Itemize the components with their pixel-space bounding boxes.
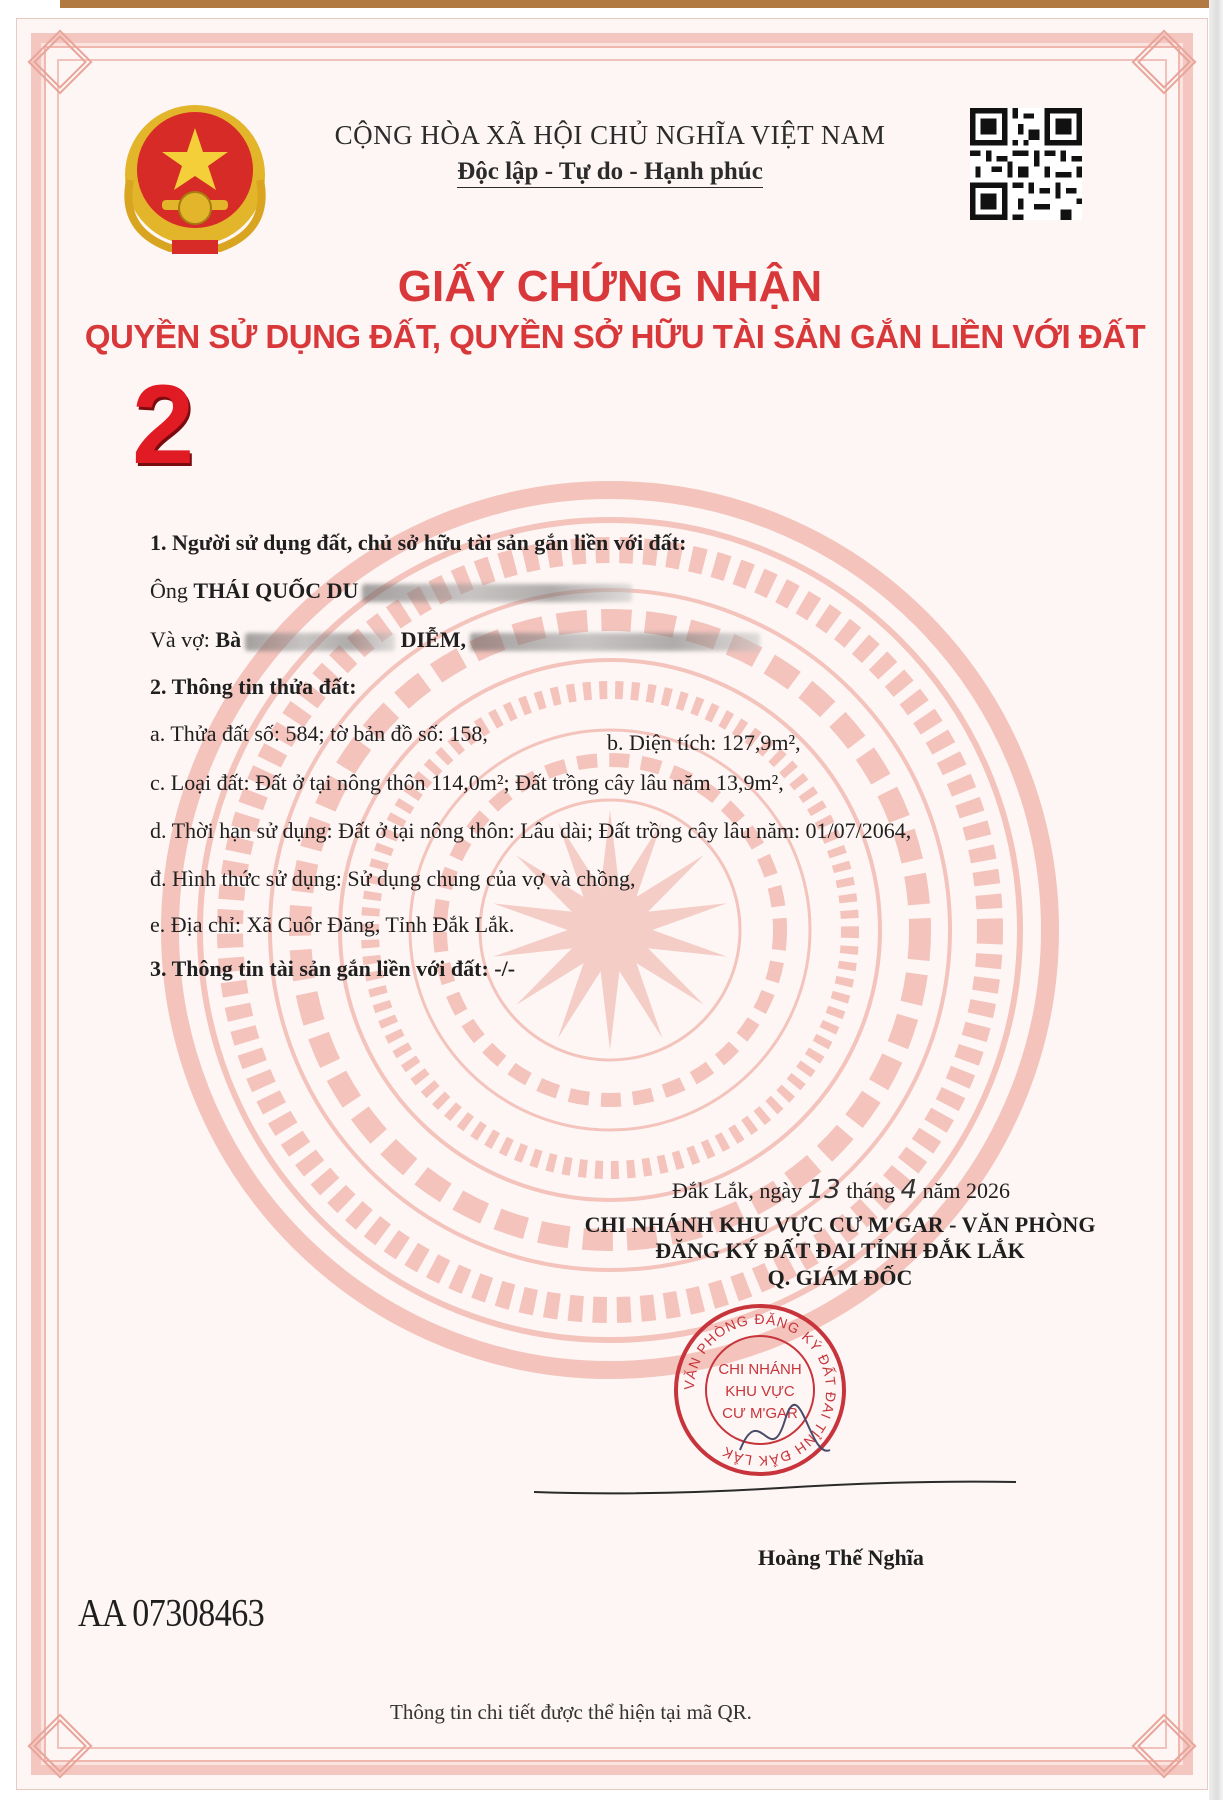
redaction-blur [245,633,395,651]
issuing-org-line1: CHI NHÁNH KHU VỰC CƯ M'GAR - VĂN PHÒNG [584,1212,1096,1237]
signature-underline [530,1470,1020,1500]
qr-code-icon [970,108,1082,220]
date-place: Đắk Lắk, ngày [672,1178,803,1203]
national-emblem-icon [110,100,280,260]
motto-text: Độc lập - Tự do - Hạnh phúc [457,158,763,188]
section2-heading: 2. Thông tin thửa đất: [150,674,357,699]
date-month: 4 [900,1175,918,1205]
section3-heading: 3. Thông tin tài sản gắn liền với đất: -/- [150,956,516,981]
seal-center-line1: CHI NHÁNH [718,1361,802,1378]
spouse-line [150,627,760,653]
seal-ring-text: VĂN PHÒNG ĐĂNG KÝ ĐẤT ĐAI TỈNH ĐẮK LẮK [680,1310,840,1470]
redaction-blur [470,633,760,651]
land-type: c. Loại đất: Đất ở tại nông thôn 114,0m²; Đất trồng cây lâu năm 13,9m², [150,770,784,795]
signer-name: Hoàng Thế Nghĩa [758,1545,924,1570]
owner-line [150,578,632,604]
owner-name: THÁI QUỐC DU [193,578,359,603]
paper-edge-top [60,0,1223,8]
issuing-org-line2: ĐĂNG KÝ ĐẤT ĐAI TỈNH ĐẮK LẮK [655,1238,1025,1263]
date-month-label: tháng [846,1178,896,1203]
section1-heading: 1. Người sử dụng đất, chủ sở hữu tài sản gắn liền với đất: [150,530,687,555]
parcel-address: e. Địa chỉ: Xã Cuôr Đăng, Tỉnh Đắk Lắk. [150,912,515,937]
spouse-label: Bà [215,627,242,652]
national-motto [290,158,930,186]
redaction-blur [362,584,632,602]
seal-center-line2: KHU VỰC [725,1383,795,1400]
official-seal-icon [670,1300,850,1480]
parcel-area: b. Diện tích: 127,9m², [607,730,801,755]
date-day: 13 [807,1175,841,1205]
parcel-number: a. Thửa đất số: 584; tờ bản đồ số: 158, [150,721,488,746]
spouse-name: DIỄM, [400,627,466,652]
paper-edge-right [1209,0,1223,1800]
footer-note: Thông tin chi tiết được thể hiện tại mã QR. [390,1700,752,1724]
overlay-number: 2 [132,362,195,487]
owner-prefix: Ông [150,578,188,603]
certificate-subtitle: QUYỀN SỬ DỤNG ĐẤT, QUYỀN SỞ HỮU TÀI SẢN GẮN LIỀN VỚI ĐẤT [84,318,1146,355]
certificate-title: GIẤY CHỨNG NHẬN [397,262,823,311]
usage-term: d. Thời hạn sử dụng: Đất ở tại nông thôn: Lâu dài; Đất trồng cây lâu năm: 01/07/2064, [150,818,912,843]
spouse-prefix: Và vợ: [150,627,210,652]
date-year: năm 2026 [922,1178,1011,1203]
seal-center-line3: CƯ M'GAR [722,1405,798,1422]
serial-number: AA 07308463 [78,1592,265,1635]
issue-date [672,1175,1010,1205]
signer-role: Q. GIÁM ĐỐC [767,1265,913,1290]
nation-name: CỘNG HÒA XÃ HỘI CHỦ NGHĨA VIỆT NAM [334,120,886,150]
usage-form: đ. Hình thức sử dụng: Sử dụng chung của vợ và chồng, [150,866,636,891]
